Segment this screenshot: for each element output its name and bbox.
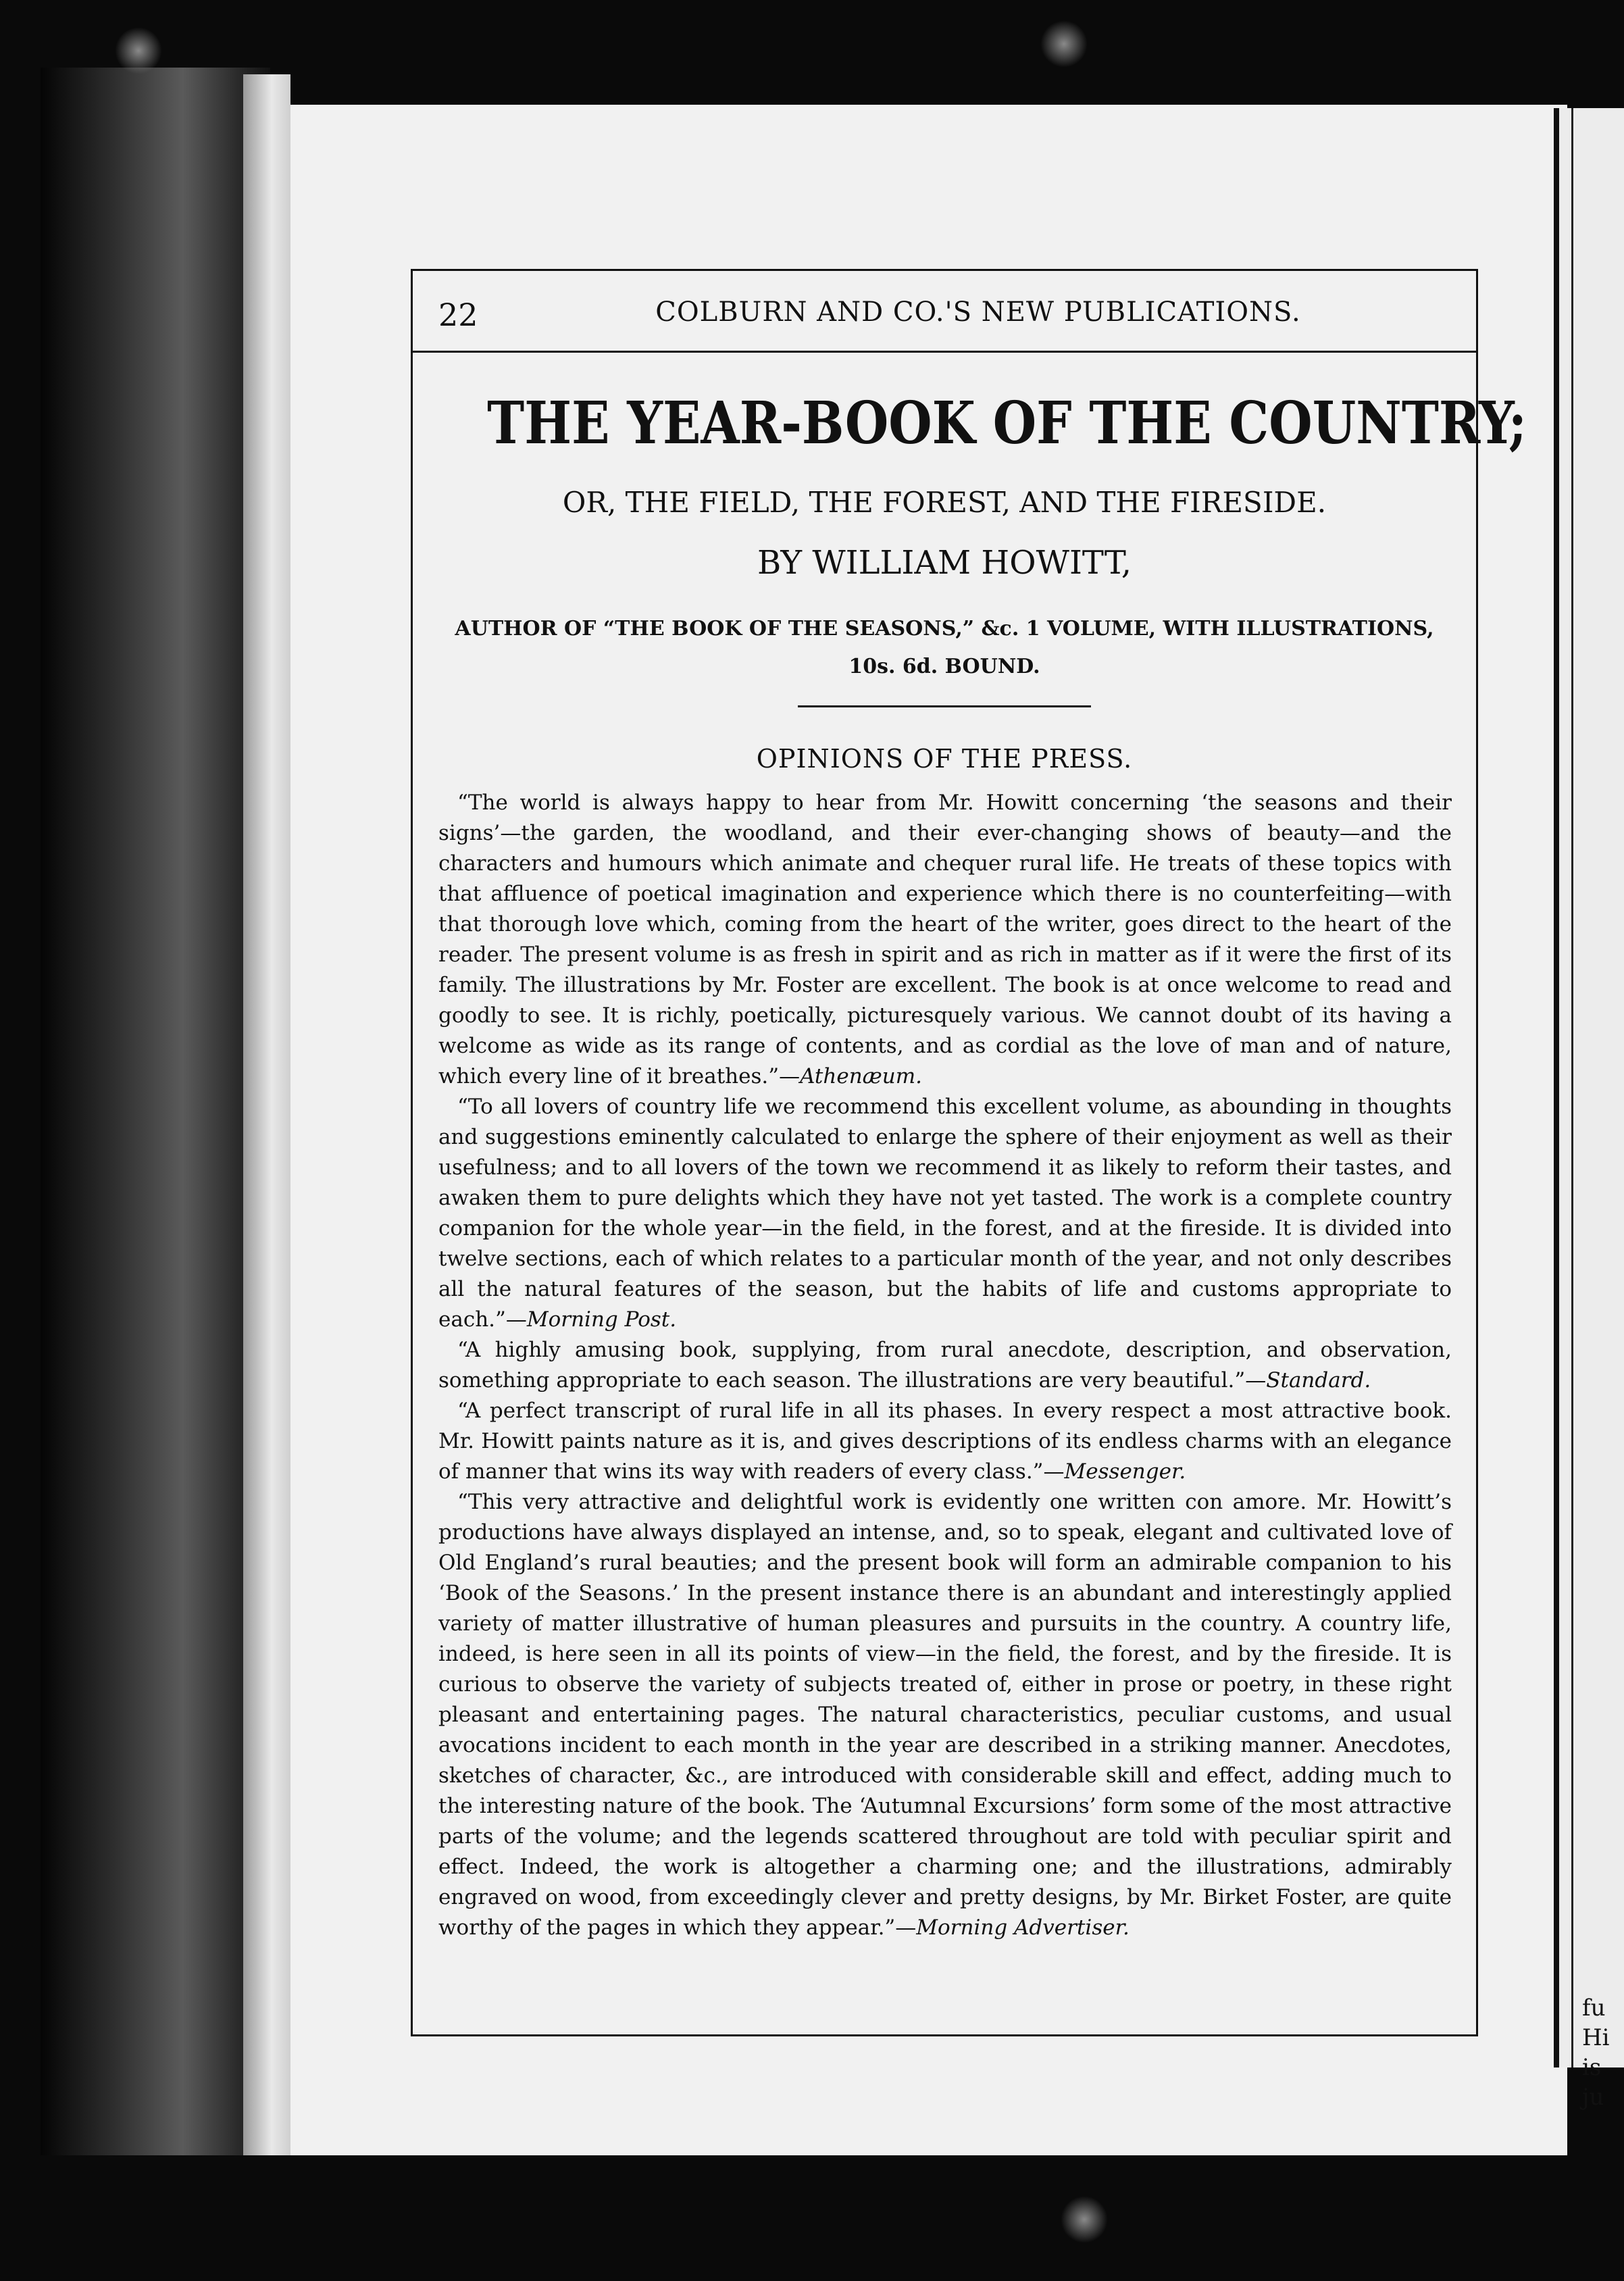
adjacent-page-fragment: [1582, 1993, 1610, 2112]
review-source: Standard.: [1266, 1368, 1371, 1393]
review-paragraph: [438, 1396, 1452, 1487]
running-head: COLBURN AND CO.'S NEW PUBLICATIONS.: [655, 297, 1301, 328]
author-line: BY WILLIAM HOWITT,: [757, 544, 1132, 582]
review-source: Messenger.: [1064, 1459, 1186, 1484]
review-source: Morning Advertiser.: [916, 1915, 1130, 1940]
review-text: “A perfect transcript of rural life in all its phases. In every respect a most attractive book. Mr. Howitt paints nature as it is, and gives descriptions of its endless charms with an elegance of manner that wins its way with readers of every class.”—: [438, 1399, 1452, 1484]
fragment-line: Hi: [1582, 2024, 1610, 2051]
book-binding: [41, 68, 270, 2155]
adjacent-page-rule: [1571, 108, 1573, 2067]
review-text: “The world is always happy to hear from Mr. Howitt concerning ‘the seasons and their signs’—the garden, the woodland, and their ever-changing shows of beauty—and the characters and humours which animate and chequer rural life. He treats of these topics with that affluence of poetical imagination and experience which there is no counterfeiting—with that thorough love which, coming from the heart of the writer, goes direct to the heart of the reader. The present volume is as fresh in spirit and as rich in matter as if it were the first of its family. The illustrations by Mr. Foster are excellent. The book is at once welcome to read and goodly to see. It is richly, poetically, picturesquely various. We cannot doubt of its having a welcome as wide as its range of contents, and as cordial as the love of man and of nature, which every line of it breathes.”—: [438, 791, 1452, 1088]
opinions-heading: OPINIONS OF THE PRESS.: [756, 744, 1133, 774]
scan-smudge: [115, 27, 162, 74]
review-paragraph: [438, 1487, 1452, 1943]
page-frame: [411, 269, 1527, 2036]
review-paragraph: [438, 1092, 1452, 1335]
book-subtitle: OR, THE FIELD, THE FOREST, AND THE FIRESIDE.: [562, 486, 1327, 519]
review-text: “To all lovers of country life we recommend this excellent volume, as abounding in thoughts and suggestions eminently calculated to enlarge the sphere of their enjoyment as well as their usefulness; and to all lovers of the town we recommend it as likely to reform their tastes, and awaken them to pure delights which they have not yet tasted. The work is a complete country companion for the whole year—in the field, in the forest, and at the fireside. It is divided into twelve sections, each of which relates to a particular month of the year, and not only describes all the natural features of the season, but the habits of life and customs appropriate to each.”—: [438, 1095, 1452, 1332]
page-header: [413, 271, 1476, 353]
book-title: THE YEAR-BOOK OF THE COUNTRY;: [487, 389, 1527, 457]
page-edges: [243, 74, 290, 2155]
scan-smudge: [1040, 20, 1088, 68]
section-divider: [798, 705, 1091, 707]
fragment-line: is: [1582, 2054, 1602, 2081]
press-reviews: [438, 788, 1452, 1943]
page-number: 22: [438, 297, 478, 333]
fragment-line: fu: [1582, 1995, 1606, 2022]
review-text: “This very attractive and delightful work is evidently one written con amore. Mr. Howitt’s productions have always displayed an intense, and, so to speak, elegant and cultivated love of Old England’s rural beauties; and the present book will form an admirable companion to his ‘Book of the Seasons.’ In the present instance there is an abundant and interestingly applied variety of matter illustrative of human pleasures and pursuits in the country. A country life, indeed, is here seen in all its points of view—in the field, the forest, and by the fireside. It is curious to observe the variety of subjects treated of, either in prose or poetry, in these right pleasant and entertaining pages. The natural characteristics, peculiar customs, and usual avocations incident to each month in the year are described in a striking manner. Anecdotes, sketches of character, &c., are introduced with considerable skill and effect, adding much to the interesting nature of the book. The ‘Autumnal Excursions’ form some of the most attractive parts of the volume; and the legends scattered throughout are told with peculiar spirit and effect. Indeed, the work is altogether a charming one; and the illustrations, admirably engraved on wood, from exceedingly clever and pretty designs, by Mr. Birket Foster, are quite worthy of the pages in which they appear.”—: [438, 1490, 1452, 1940]
adjacent-page: [1554, 108, 1624, 2111]
review-paragraph: [438, 788, 1452, 1092]
book-details: AUTHOR OF “THE BOOK OF THE SEASONS,” &c. 1 VOLUME, WITH ILLUSTRATIONS, 10s. 6d. BOUND.: [455, 617, 1434, 678]
fragment-line: ju: [1582, 2084, 1604, 2111]
review-paragraph: [438, 1335, 1452, 1396]
scan-smudge: [1061, 2196, 1108, 2243]
review-source: Athenæum.: [800, 1064, 923, 1088]
review-source: Morning Post.: [526, 1307, 677, 1332]
review-text: “A highly amusing book, supplying, from rural anecdote, description, and observation, something appropriate to each season. The illustrations are very beautiful.”—: [438, 1338, 1452, 1393]
